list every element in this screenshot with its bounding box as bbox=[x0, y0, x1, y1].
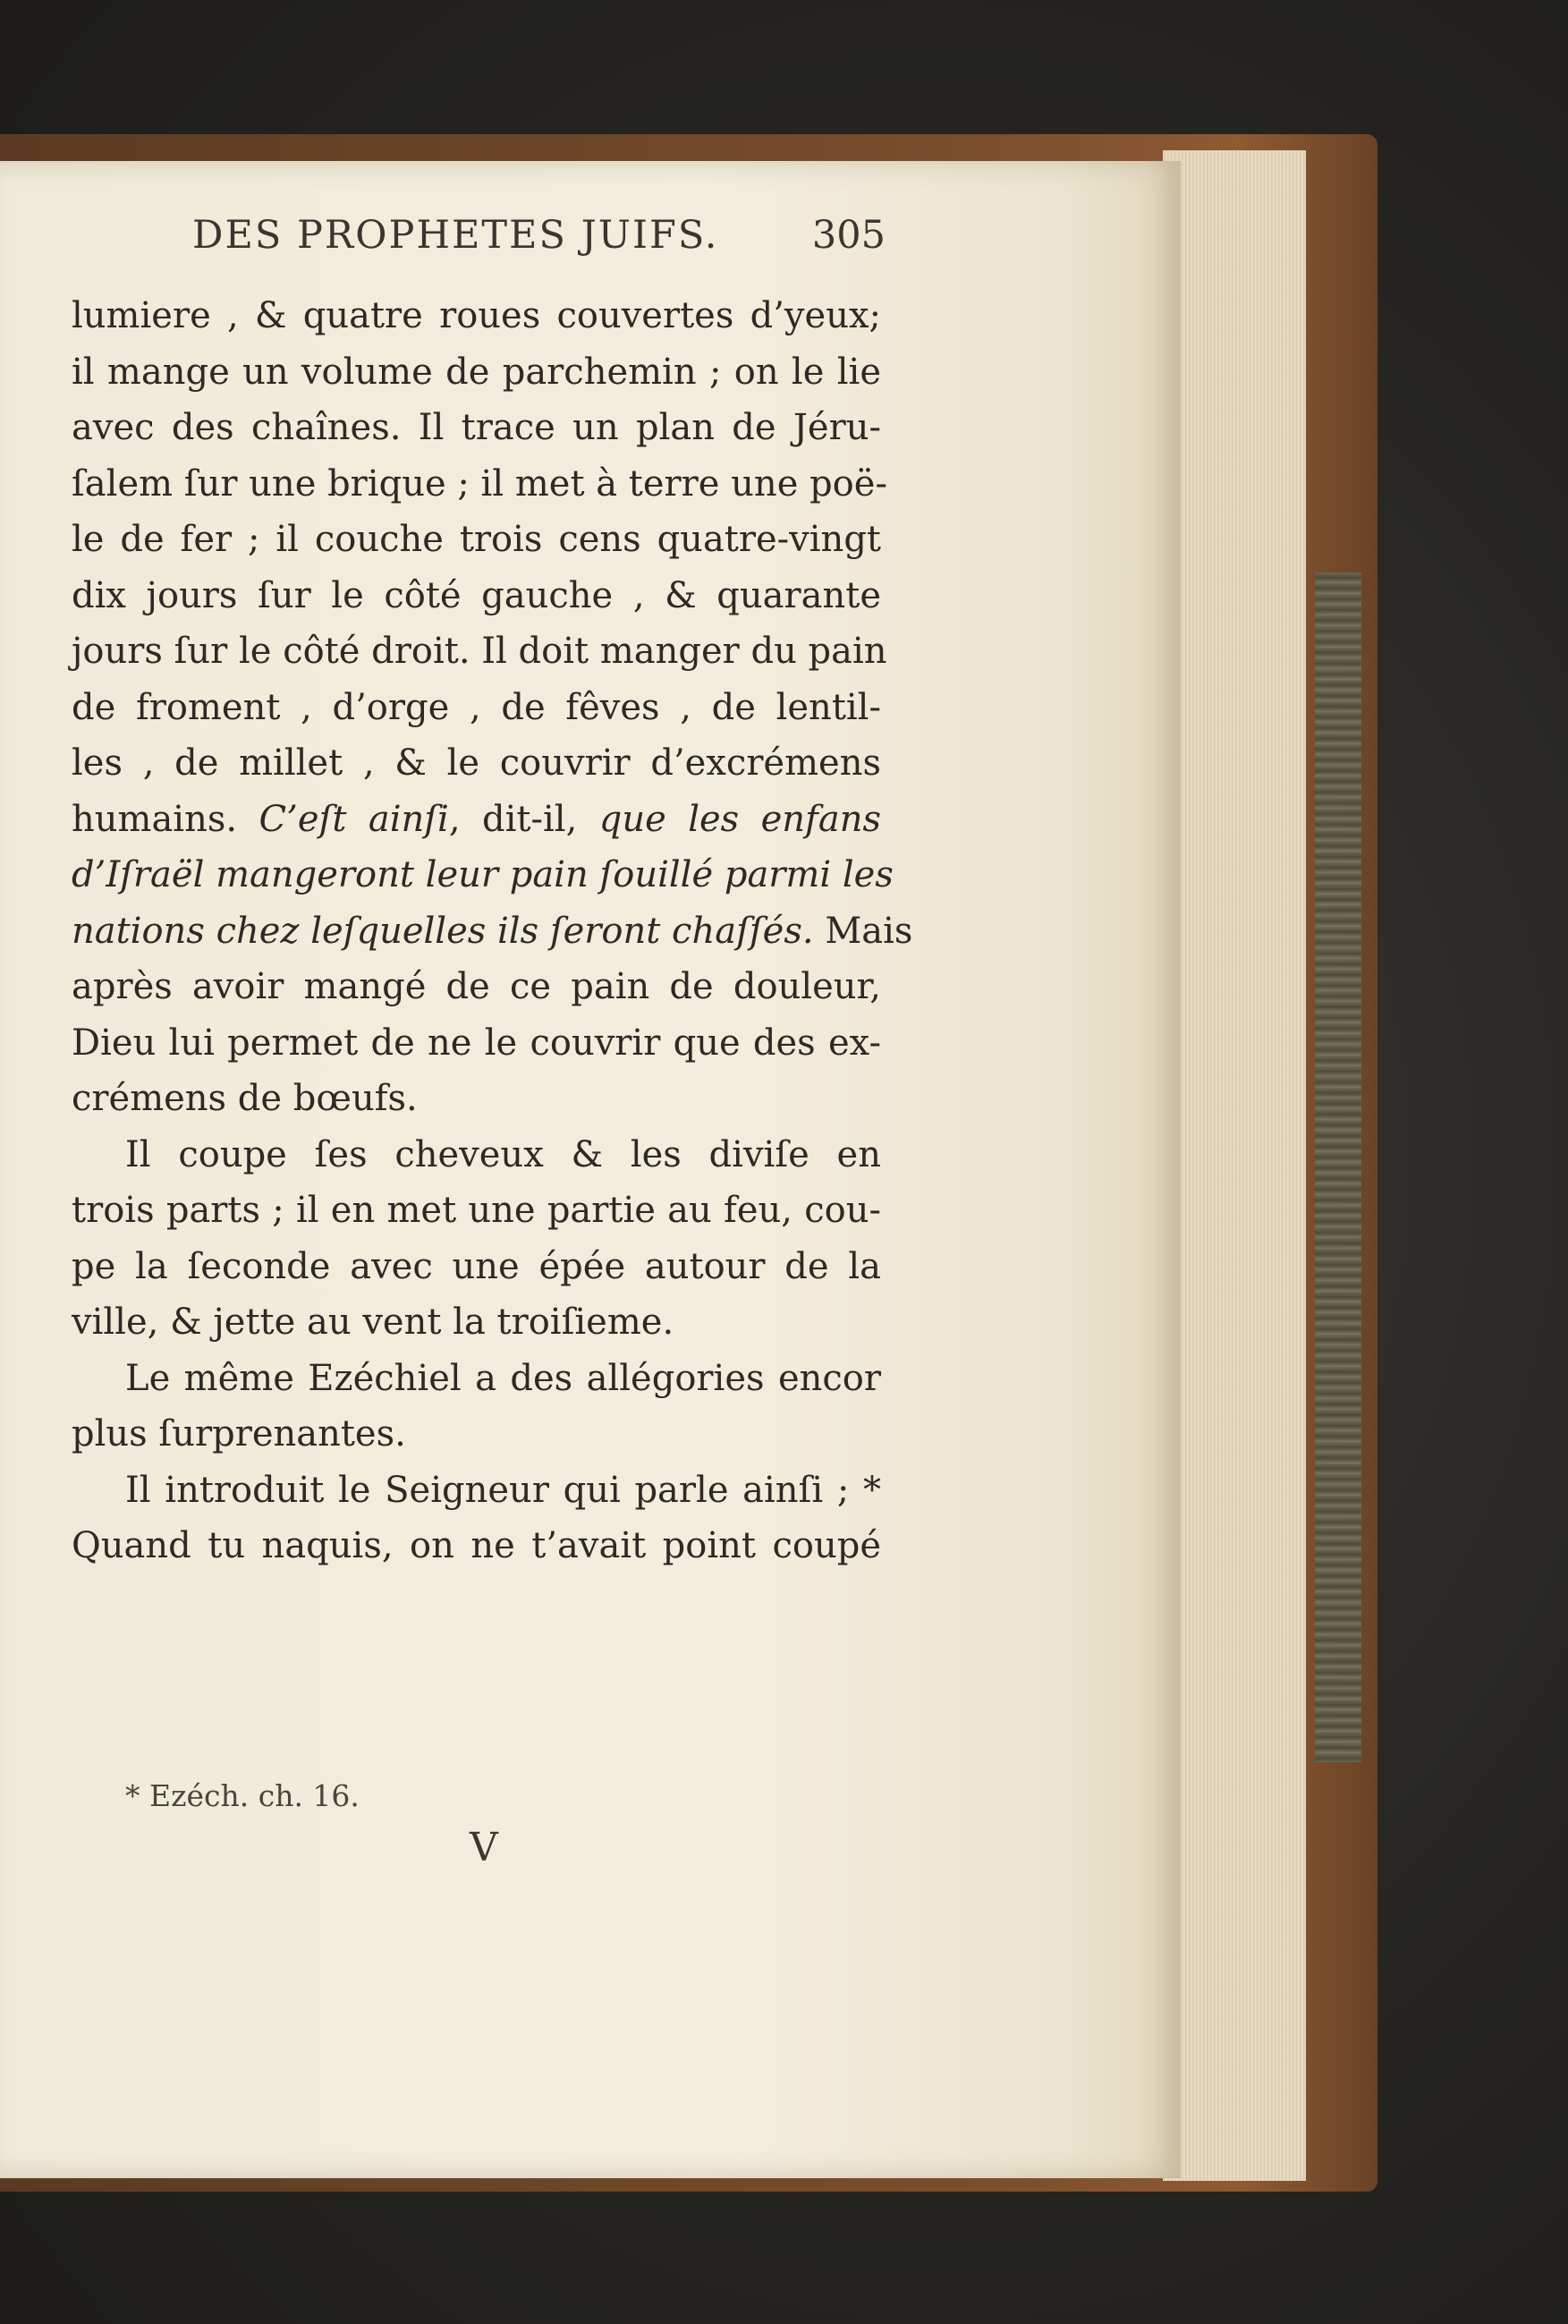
page-stack-edge bbox=[1163, 150, 1306, 2181]
text-line: plus ſurprenantes. bbox=[72, 1413, 406, 1455]
text-line-mixed bbox=[72, 903, 913, 960]
roman-text: Mais bbox=[825, 910, 913, 952]
text-line: pe la ſeconde avec une épée autour de la bbox=[72, 1245, 881, 1287]
signature-mark: V bbox=[470, 1825, 498, 1870]
text-line: après avoir mangé de ce pain de douleur, bbox=[72, 966, 881, 1007]
text-line: crémens de bœufs. bbox=[72, 1078, 418, 1119]
italic-text: nations chez leſquelles ils ſeront chaſſés. bbox=[72, 910, 814, 952]
page-number: 305 bbox=[811, 213, 886, 258]
text-line: dix jours ſur le côté gauche , & quarante bbox=[72, 574, 881, 616]
running-head bbox=[192, 213, 886, 276]
text-line: il mange un volume de parchemin ; on le lie bbox=[72, 351, 881, 393]
roman-text: , dit-il, bbox=[448, 798, 578, 840]
text-line: les , de millet , & le couvrir d’excrémens bbox=[72, 742, 881, 784]
text-line: Dieu lui permet de ne le couvrir que des ex- bbox=[72, 1022, 881, 1064]
body-text bbox=[72, 288, 913, 1574]
text-line: jours ſur le côté droit. Il doit manger du pain bbox=[72, 631, 887, 672]
roman-text: humains. bbox=[72, 798, 238, 840]
text-line: de froment , d’orge , de fêves , de lentil- bbox=[72, 686, 881, 728]
running-head-title: DES PROPHETES JUIFS. bbox=[192, 213, 719, 258]
text-line: le de fer ; il couche trois cens quatre-vingt bbox=[72, 519, 881, 560]
paragraph-first-line: Le même Ezéchiel a des allégories encor bbox=[125, 1357, 881, 1399]
text-line-mixed bbox=[72, 792, 881, 848]
paragraph-first-line: Il introduit le Seigneur qui parle ainſi ; * bbox=[125, 1469, 881, 1511]
italic-text: C’eſt ainſi bbox=[259, 798, 449, 840]
text-line: ville, & jette au vent la troiſieme. bbox=[72, 1302, 674, 1343]
footnote: * Ezéch. ch. 16. bbox=[125, 1778, 360, 1813]
text-line: ſalem ſur une brique ; il met à terre une poë- bbox=[72, 462, 887, 505]
text-line: Quand tu naquis, on ne t’avait point coupé bbox=[72, 1525, 881, 1566]
text-line: trois parts ; il en met une partie au feu, cou- bbox=[72, 1190, 881, 1231]
text-line: lumiere , & quatre roues couvertes d’yeux; bbox=[72, 295, 881, 336]
speckled-edge bbox=[1315, 573, 1361, 1762]
text-line: avec des chaînes. Il trace un plan de Jéru- bbox=[72, 407, 881, 448]
paragraph-first-line: Il coupe ſes cheveux & les diviſe en bbox=[125, 1133, 881, 1175]
italic-text: que les enfans bbox=[598, 798, 882, 840]
italic-line: d’Iſraël mangeront leur pain ſouillé parmi les bbox=[72, 854, 894, 895]
